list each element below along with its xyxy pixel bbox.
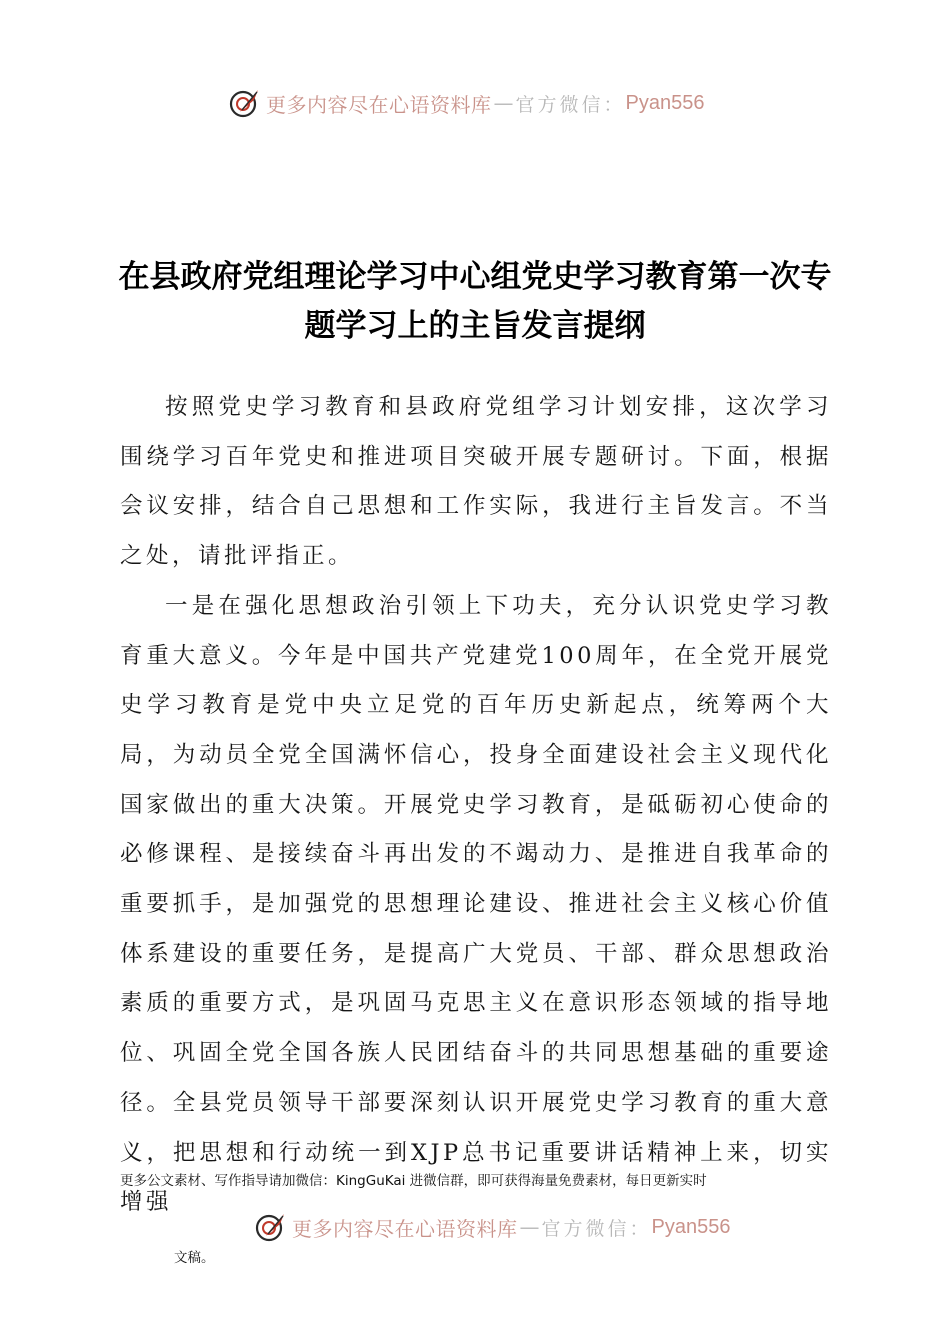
watermark-footer (254, 1210, 730, 1244)
watermark-wechat-id: Pyan556 (651, 1215, 731, 1238)
footer-promo-note: 更多公文素材、写作指导请加微信：KingGuKai 进微信群，即可获得海量免费素材，每日更新实时 (120, 1173, 707, 1189)
document-title: 在县政府党组理论学习中心组党史学习教育第一次专题学习上的主旨发言提纲 (118, 259, 832, 344)
watermark-text: 更多内容尽在心语资料库 (266, 92, 492, 117)
watermark-official-label: 官方微信： (515, 93, 626, 116)
footer-promo-note-end: 文稿。 (174, 1250, 215, 1266)
watermark-separator: — (519, 1215, 540, 1239)
quill-logo-icon (228, 86, 262, 120)
watermark-header (228, 86, 704, 120)
watermark-wechat-id: Pyan556 (625, 91, 705, 114)
watermark-separator: — (493, 91, 514, 115)
paragraph-intro: 按照党史学习教育和县政府党组学习计划安排，这次学习围绕学习百年党史和推进项目突破开展专题研讨。下面，根据会议安排，结合自己思想和工作实际，我进行主旨发言。不当之处，请批评指正。 (120, 394, 832, 570)
quill-logo-icon (254, 1210, 288, 1244)
paragraph-point-one: 一是在强化思想政治引领上下功夫，充分认识党史学习教育重大意义。今年是中国共产党建党100周年，在全党开展党史学习教育是党中央立足党的百年历史新起点，统筹两个大局，为动员全党全国满怀信心，投身全面建设社会主义现代化国家做出的重大决策。开展党史学习教育，是砥砺初心使命的必修课程、是接续奋斗再出发的不竭动力、是推进自我革命的重要抓手，是加强党的思想理论建设、推进社会主义核心价值体系建设的重要任务，是提高广大党员、干部、群众思想政治素质的重要方式，是巩固马克思主义在意识形态领域的指导地位、巩固全党全国各族人民团结奋斗的共同思想基础的重要途径。全县党员领导干部要深刻认识开展党史学习教育的重大意义，把思想和行动统一到XJP总书记重要讲话精神上来，切实增强 (120, 592, 832, 1216)
document-body (120, 383, 832, 1228)
watermark-official-label: 官方微信： (541, 1217, 652, 1240)
watermark-text: 更多内容尽在心语资料库 (292, 1216, 518, 1241)
